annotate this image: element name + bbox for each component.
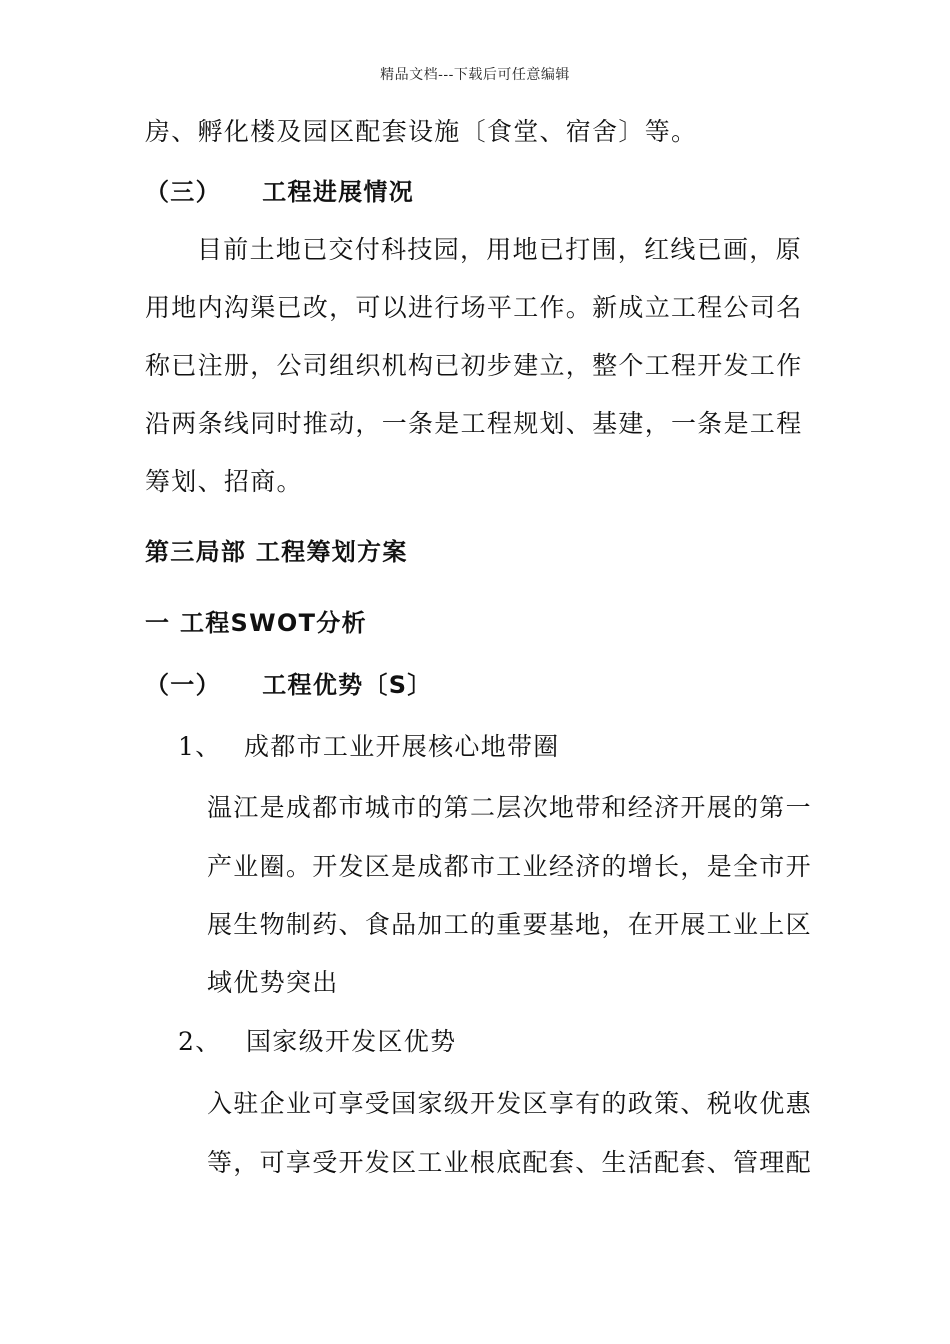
subsection-one-heading xyxy=(145,670,433,700)
item2-heading xyxy=(178,1027,456,1057)
progress-line-2: 用地内沟渠已改，可以进行场平工作。新成立工程公司名 xyxy=(145,293,803,322)
section-title: 工程进展情况 xyxy=(262,178,415,206)
progress-line-3: 称已注册，公司组织机构已初步建立，整个工程开发工作 xyxy=(145,351,803,380)
item2-number: 2、 xyxy=(178,1027,222,1056)
item2-title: 国家级开发区优势 xyxy=(246,1027,457,1056)
progress-line-5: 筹划、招商。 xyxy=(145,467,303,496)
item1-line-2: 产业圈。开发区是成都市工业经济的增长，是全市开 xyxy=(207,852,812,881)
progress-line-4: 沿两条线同时推动，一条是工程规划、基建，一条是工程 xyxy=(145,409,803,438)
item1-number: 1、 xyxy=(178,732,222,761)
subsection-title: 工程优势〔S〕 xyxy=(262,671,433,699)
section-number: （三） xyxy=(145,178,221,206)
progress-line-1: 目前土地已交付科技园，用地已打围，红线已画，原 xyxy=(197,235,802,264)
item1-title: 成都市工业开展核心地带圈 xyxy=(244,732,560,761)
intro-line: 房、孵化楼及园区配套设施〔食堂、宿舍〕等。 xyxy=(145,117,698,146)
section-one-heading: 一 工程SWOT分析 xyxy=(145,609,367,637)
part-three-heading: 第三局部 工程筹划方案 xyxy=(145,538,408,566)
item2-line-2: 等，可享受开发区工业根底配套、生活配套、管理配 xyxy=(207,1148,812,1177)
section-three-heading xyxy=(145,177,414,207)
item1-heading xyxy=(178,732,560,762)
item1-line-1: 温江是成都市城市的第二层次地带和经济开展的第一 xyxy=(207,793,812,822)
item1-line-4: 域优势突出 xyxy=(207,968,339,997)
item2-line-1: 入驻企业可享受国家级开发区享有的政策、税收优惠 xyxy=(207,1089,812,1118)
page-header: 精品文档---下载后可任意编辑 xyxy=(380,67,570,83)
item1-line-3: 展生物制药、食品加工的重要基地，在开展工业上区 xyxy=(207,910,812,939)
subsection-number: （一） xyxy=(145,671,221,699)
